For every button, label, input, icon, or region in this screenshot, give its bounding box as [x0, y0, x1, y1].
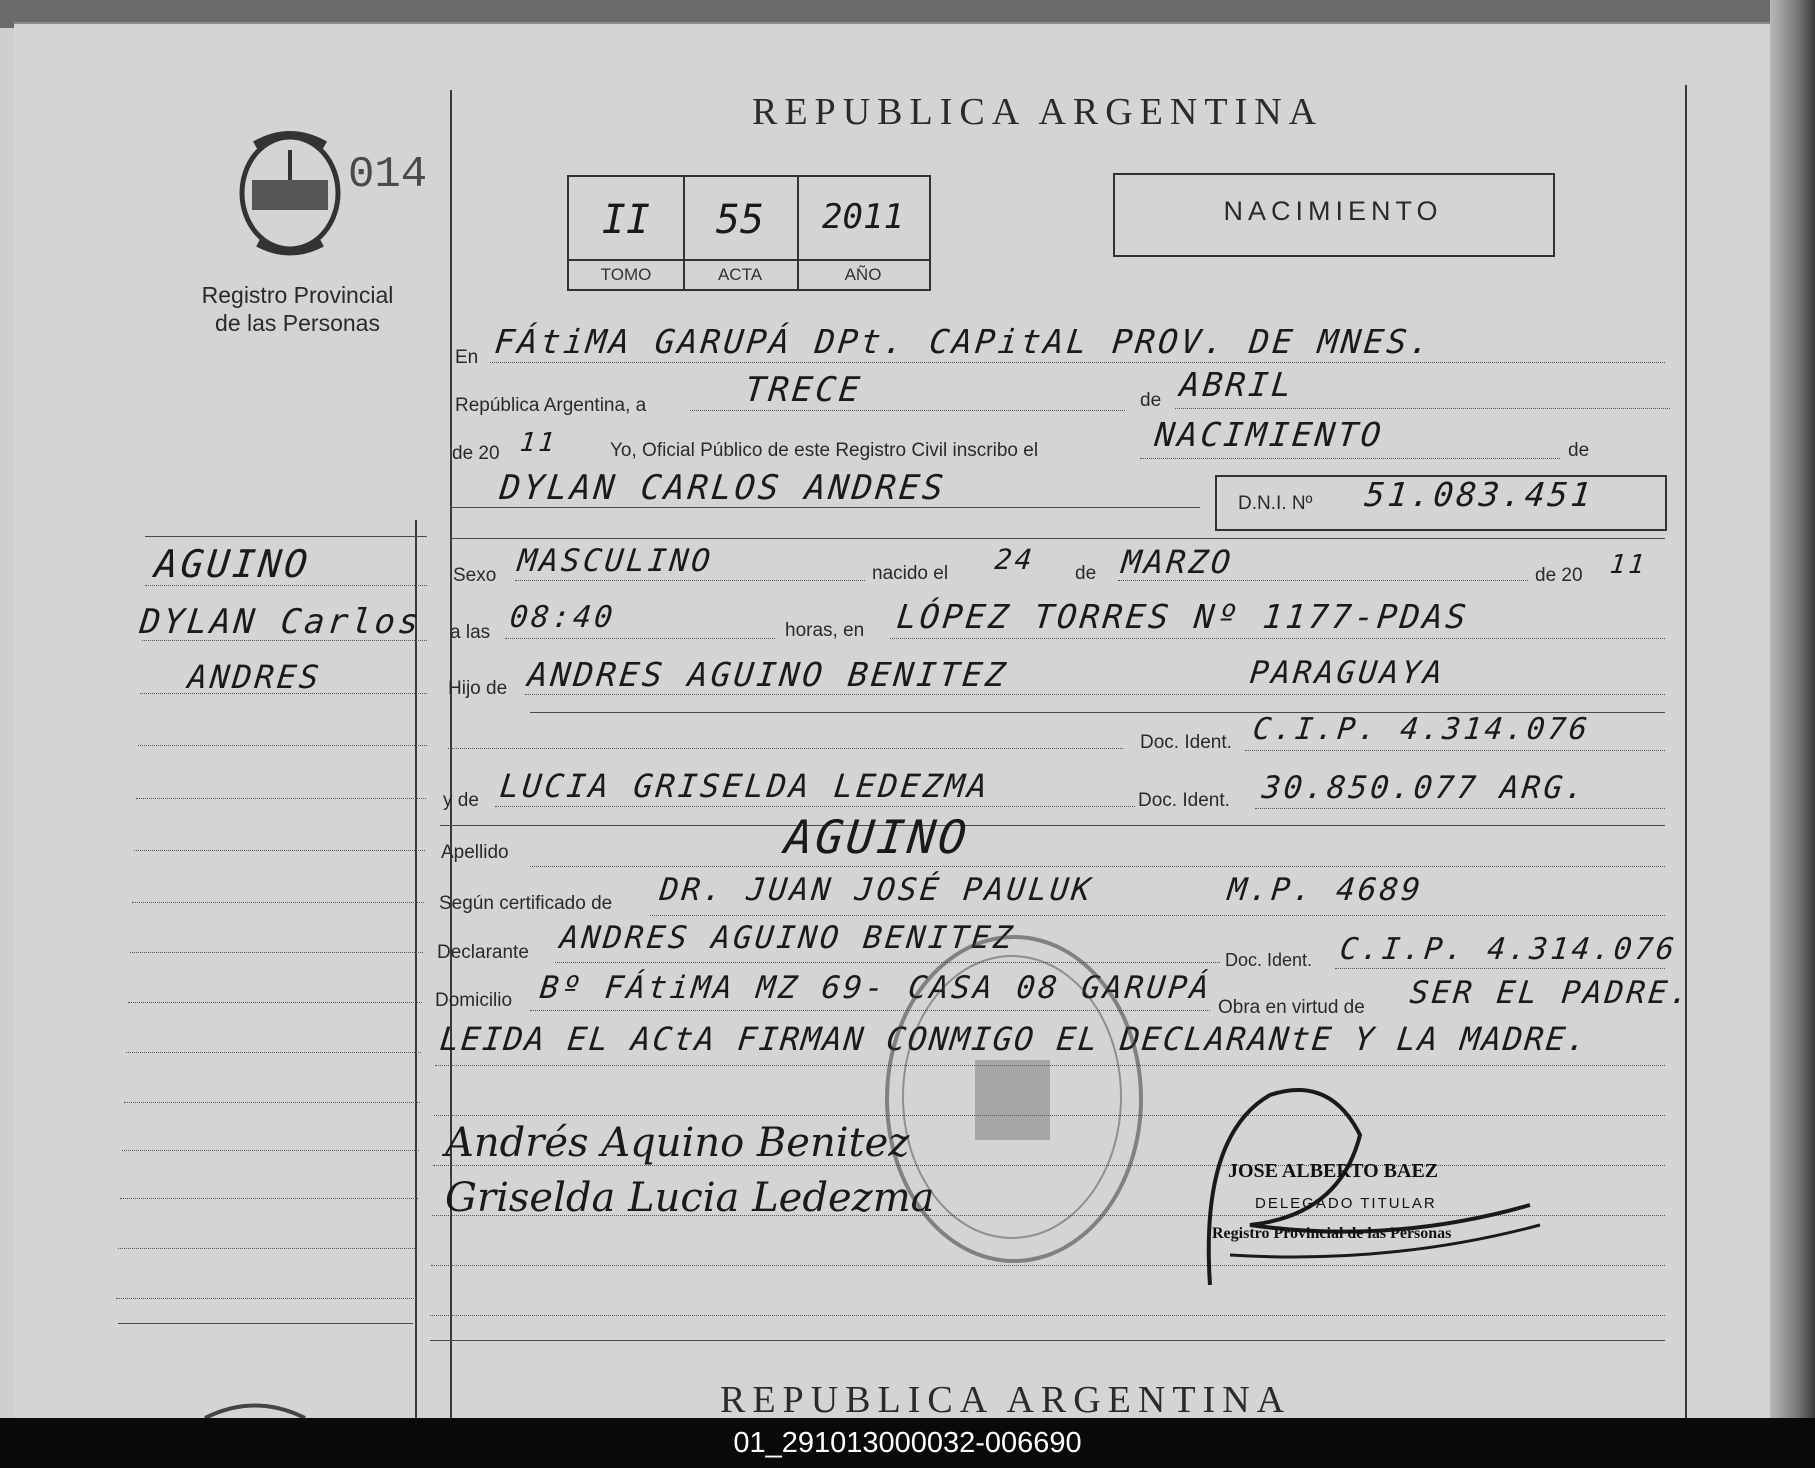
- form-line: [525, 694, 1665, 695]
- form-line: [530, 866, 1665, 867]
- footer-seal-icon: [200, 1398, 310, 1418]
- margin-line: [118, 1248, 417, 1249]
- official-title: DELEGADO TITULAR: [1255, 1195, 1437, 1212]
- form-line: [448, 748, 1123, 749]
- place-value: FÁtiMA GARUPÁ DPt. CAPitAL PROV. DE MNES.: [492, 322, 1435, 361]
- book-reference-table: [567, 175, 931, 291]
- apellido-label: Apellido: [441, 842, 509, 863]
- margin-line: [126, 1052, 421, 1053]
- country-title: REPUBLICA ARGENTINA: [752, 91, 1324, 133]
- form-rule: [450, 538, 1665, 539]
- form-line: [1118, 580, 1528, 581]
- margin-surname: AGUINO: [152, 542, 313, 586]
- margin-line: [140, 693, 427, 694]
- margin-line: [122, 1150, 419, 1151]
- declarant-signature: Andrés Aquino Benitez: [445, 1120, 910, 1166]
- margin-divider: [415, 520, 417, 1418]
- official-organization: Registro Provincial de las Personas: [1212, 1225, 1452, 1242]
- acta-value: 55: [715, 197, 765, 243]
- margin-line: [130, 952, 423, 953]
- physician-value: DR. JUAN JOSÉ PAULUK: [658, 872, 1096, 908]
- mother-name-value: LUCIA GRISELDA LEDEZMA: [498, 767, 992, 805]
- form-line: [505, 638, 775, 639]
- registry-name-line1: Registro Provincial: [201, 282, 394, 308]
- margin-top-rule: [145, 536, 427, 537]
- margin-bottom-rule: [118, 1323, 413, 1324]
- form-line: [1175, 408, 1670, 409]
- stamp-emblem: [975, 1060, 1050, 1140]
- surname-value: AGUINO: [782, 810, 973, 864]
- margin-line: [142, 640, 427, 641]
- tomo-label: TOMO: [600, 265, 652, 284]
- domicilio-value: Bº FÁtiMA MZ 69- CASA 08 GARUPÁ: [538, 970, 1214, 1006]
- closing-statement: LEIDA EL ACtA FIRMAN CONMIGO EL DECLARANtE Y LA MADRE.: [438, 1020, 1591, 1058]
- obra-label: Obra en virtud de: [1218, 997, 1365, 1018]
- mother-doc-value: 30.850.077 ARG.: [1260, 770, 1589, 806]
- sexo-value: MASCULINO: [516, 543, 715, 579]
- declarant-value: ANDRES AGUINO BENITEZ: [558, 920, 1017, 956]
- inscribo-value: NACIMIENTO: [1152, 415, 1386, 454]
- month-value: ABRIL: [1177, 365, 1297, 404]
- form-line: [690, 410, 1125, 411]
- image-caption: 01_291013000032-006690: [0, 1418, 1815, 1468]
- form-line: [555, 962, 1220, 963]
- domicilio-label: Domicilio: [435, 990, 513, 1011]
- nacido-label: nacido el: [872, 563, 949, 584]
- margin-line: [138, 745, 427, 746]
- anio-label: AÑO: [844, 265, 882, 284]
- child-name-value: DYLAN CARLOS ANDRES: [497, 468, 949, 508]
- official-name: JOSE ALBERTO BAEZ: [1228, 1160, 1439, 1182]
- tomo-value: II: [601, 197, 651, 243]
- form-rule: [440, 825, 1665, 826]
- anio-value: 2011: [822, 197, 904, 237]
- form-line: [1255, 808, 1665, 809]
- oficial-label: Yo, Oficial Público de este Registro Civil inscribo el: [610, 440, 1039, 461]
- acta-label: ACTA: [717, 265, 763, 284]
- right-border: [1685, 85, 1687, 1418]
- margin-line: [134, 850, 425, 851]
- form-line: [450, 507, 1200, 508]
- republica-label: República Argentina, a: [455, 395, 647, 416]
- mother-doc-label: Doc. Ident.: [1138, 790, 1230, 811]
- certificado-label: Según certificado de: [439, 893, 613, 914]
- provincial-seal-icon: [230, 125, 350, 260]
- a-las-label: a las: [450, 622, 491, 643]
- de-label-2: de: [1568, 440, 1590, 461]
- birth-time-value: 08:40: [508, 600, 618, 635]
- day-value: TRECE: [742, 370, 865, 410]
- birth-year-value: 11: [1608, 550, 1649, 580]
- matricula-value: M.P. 4689: [1226, 872, 1425, 908]
- de-label: de: [1140, 390, 1162, 411]
- father-doc-label: Doc. Ident.: [1140, 732, 1232, 753]
- margin-line: [132, 902, 424, 903]
- margin-line: [136, 798, 426, 799]
- act-type-label: NACIMIENTO: [1223, 196, 1443, 226]
- en-label: En: [455, 347, 479, 368]
- nacido-de-label: de: [1075, 563, 1097, 584]
- form-line: [1335, 968, 1665, 969]
- father-doc-value: C.I.P. 4.314.076: [1251, 712, 1592, 747]
- horas-en-label: horas, en: [785, 620, 865, 641]
- form-line: [515, 580, 865, 581]
- declarant-doc-label: Doc. Ident.: [1225, 950, 1313, 970]
- registry-name-line2: de las Personas: [215, 310, 380, 336]
- father-nationality-value: PARAGUAYA: [1248, 655, 1447, 691]
- margin-line: [116, 1298, 416, 1299]
- de20-label: de 20: [452, 443, 500, 464]
- form-bottom-rule: [430, 1340, 1665, 1341]
- margin-line: [124, 1102, 420, 1103]
- official-signature-icon: [1190, 1075, 1550, 1295]
- form-line: [495, 806, 1135, 807]
- father-name-value: ANDRES AGUINO BENITEZ: [525, 655, 1011, 694]
- birth-month-value: MARZO: [1120, 543, 1236, 581]
- form-line: [1140, 458, 1560, 459]
- table-label-row: [569, 259, 929, 261]
- form-line: [1245, 750, 1665, 751]
- declarante-label: Declarante: [437, 942, 529, 963]
- dni-label: D.N.I. Nº: [1238, 493, 1313, 514]
- obra-value: SER EL PADRE.: [1408, 975, 1694, 1011]
- birth-day-value: 24: [993, 543, 1037, 576]
- margin-line: [145, 585, 427, 586]
- year-value: 11: [518, 428, 559, 458]
- hijo-label: Hijo de: [448, 678, 508, 699]
- declarant-doc-value: C.I.P. 4.314.076: [1338, 932, 1679, 967]
- margin-given-names: DYLAN Carlos: [137, 602, 424, 642]
- mother-signature: Griselda Lucia Ledezma: [445, 1175, 935, 1221]
- form-line: [490, 362, 1665, 363]
- form-line: [430, 1315, 1665, 1316]
- margin-middle-name: ANDRES: [186, 658, 324, 696]
- margin-line: [128, 1002, 422, 1003]
- sexo-label: Sexo: [453, 565, 497, 586]
- form-line: [890, 638, 1665, 639]
- y-de-label: y de: [443, 790, 479, 811]
- footer-country-title: REPUBLICA ARGENTINA: [720, 1379, 1292, 1418]
- nacido-de20-label: de 20: [1535, 565, 1583, 586]
- page-edge-shadow: [1770, 0, 1815, 1418]
- margin-line: [120, 1198, 418, 1199]
- form-line: [650, 915, 1665, 916]
- birth-place-value: LÓPEZ TORRES Nº 1177-PDAS: [894, 597, 1471, 636]
- dni-value: 51.083.451: [1362, 475, 1596, 514]
- folio-number: 014: [348, 150, 428, 200]
